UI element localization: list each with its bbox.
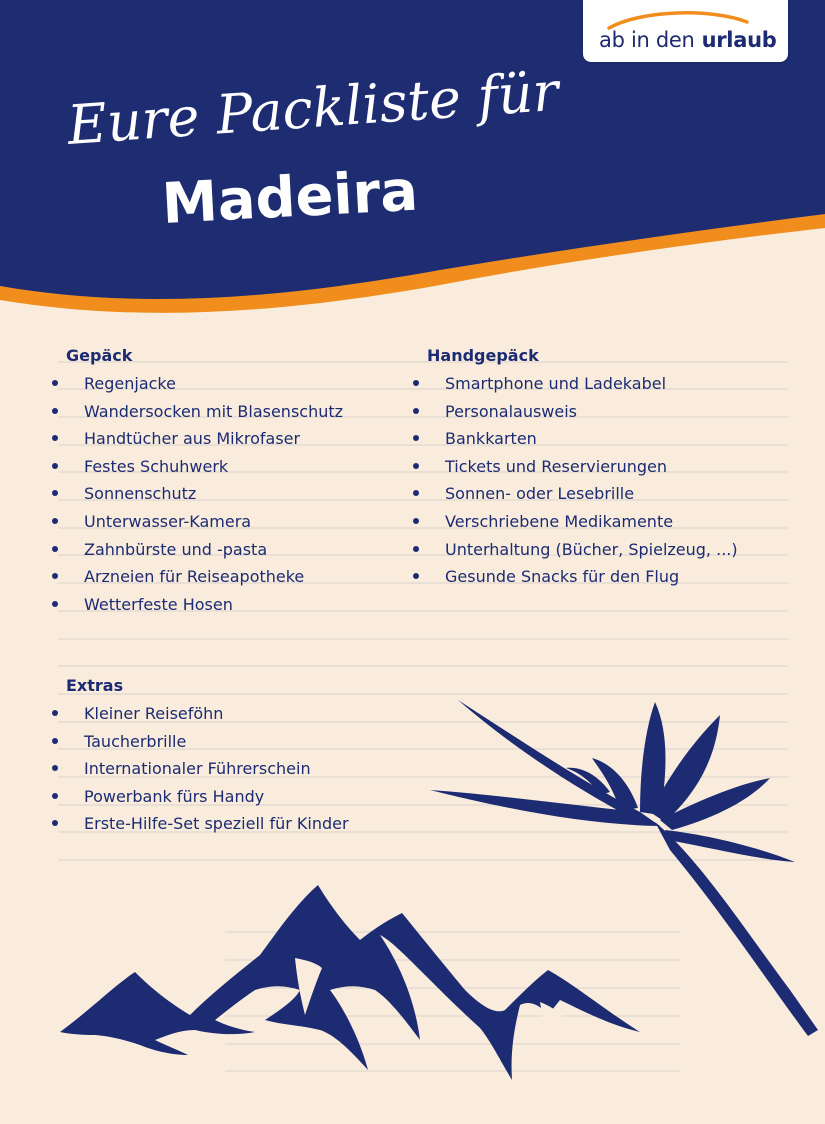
section-heading: Handgepäck xyxy=(427,346,539,365)
section-heading: Extras xyxy=(66,676,124,695)
logo-part-den: den xyxy=(655,28,695,52)
list-item: Wandersocken mit Blasenschutz xyxy=(84,402,343,430)
list-item: Taucherbrille xyxy=(84,732,349,760)
logo-part-in: in xyxy=(624,28,656,52)
bullet-icon xyxy=(52,518,58,524)
list-item: Smartphone und Ladekabel xyxy=(445,374,738,402)
bullet-icon xyxy=(413,408,419,414)
list-item: Unterwasser-Kamera xyxy=(84,512,343,540)
page-title-line2: Madeira xyxy=(160,158,420,237)
list-item: Gesunde Snacks für den Flug xyxy=(445,567,738,595)
bullet-icon xyxy=(52,710,58,716)
list-item: Verschriebene Medikamente xyxy=(445,512,738,540)
list-item: Kleiner Reiseföhn xyxy=(84,704,349,732)
list-item: Regenjacke xyxy=(84,374,343,402)
list-item: Festes Schuhwerk xyxy=(84,457,343,485)
list-item: Unterhaltung (Bücher, Spielzeug, ...) xyxy=(445,540,738,568)
logo-part-urlaub: urlaub xyxy=(694,28,777,52)
bullet-icon xyxy=(52,793,58,799)
bird-of-paradise-icon xyxy=(430,700,818,1036)
list-item: Wetterfeste Hosen xyxy=(84,595,343,623)
item-list xyxy=(445,374,738,595)
bullet-icon xyxy=(52,738,58,744)
mountain-silhouette-icon xyxy=(60,885,640,1080)
logo-part-ab: ab xyxy=(599,28,625,52)
bullet-icon xyxy=(52,546,58,552)
list-item: Personalausweis xyxy=(445,402,738,430)
item-list xyxy=(84,374,343,622)
list-item: Sonnen- oder Lesebrille xyxy=(445,484,738,512)
bullet-icon xyxy=(413,463,419,469)
bullet-icon xyxy=(52,408,58,414)
bullet-icon xyxy=(52,380,58,386)
section-heading: Gepäck xyxy=(66,346,133,365)
list-item: Tickets und Reservierungen xyxy=(445,457,738,485)
list-item: Handtücher aus Mikrofaser xyxy=(84,429,343,457)
list-item: Arzneien für Reiseapotheke xyxy=(84,567,343,595)
bullet-icon xyxy=(413,518,419,524)
page-title-line1: Eure Packliste für xyxy=(65,59,561,157)
bullet-icon xyxy=(413,380,419,386)
list-item: Bankkarten xyxy=(445,429,738,457)
bullet-icon xyxy=(413,546,419,552)
bullet-icon xyxy=(52,463,58,469)
item-list xyxy=(84,704,349,842)
list-item: Erste-Hilfe-Set speziell für Kinder xyxy=(84,814,349,842)
list-item: Zahnbürste und -pasta xyxy=(84,540,343,568)
list-item: Sonnenschutz xyxy=(84,484,343,512)
bullet-icon xyxy=(52,601,58,607)
list-item: Powerbank fürs Handy xyxy=(84,787,349,815)
list-item: Internationaler Führerschein xyxy=(84,759,349,787)
